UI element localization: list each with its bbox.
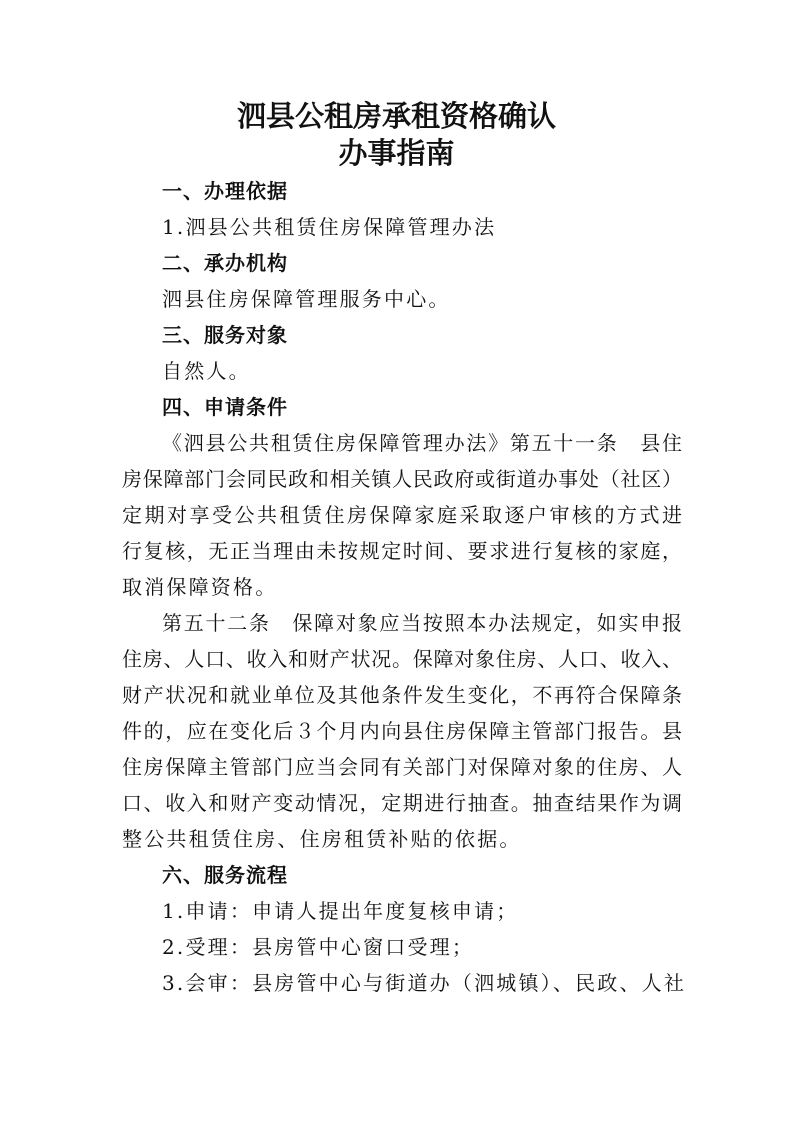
paragraph-line: 件的，应在变化后３个月内向县住房保障主管部门报告。县 [122,719,682,743]
process-step: 2.受理：县房管中心窗口受理； [162,935,475,959]
section-heading-target: 三、服务对象 [162,323,288,347]
document-title: 泗县公租房承租资格确认 [236,99,556,133]
document-subtitle: 办事指南 [338,136,455,170]
paragraph-line: 整公共租赁住房、住房租赁补贴的依据。 [122,827,522,851]
section-heading-agency: 二、承办机构 [162,251,288,275]
process-step: 1.申请：申请人提出年度复核申请； [162,899,519,923]
paragraph-line: 房保障部门会同民政和相关镇人民政府或街道办事处（社区） [122,467,682,491]
paragraph-line: 行复核，无正当理由未按规定时间、要求进行复核的家庭， [122,539,682,563]
target-text: 自然人。 [162,359,251,383]
paragraph-line: 财产状况和就业单位及其他条件发生变化，不再符合保障条 [122,683,682,707]
paragraph-line: 取消保障资格。 [122,575,278,599]
paragraph-line: 定期对享受公共租赁住房保障家庭采取逐户审核的方式进 [122,503,682,527]
paragraph-line: 住房、人口、收入和财产状况。保障对象住房、人口、收入、 [122,647,682,671]
process-step: 3.会审：县房管中心与街道办（泗城镇）、民政、人社 [162,971,687,995]
paragraph-line: 第五十二条 保障对象应当按照本办法规定，如实申报 [162,611,682,635]
basis-item: 1.泗县公共租赁住房保障管理办法 [162,215,497,239]
agency-text: 泗县住房保障管理服务中心。 [162,287,451,311]
paragraph-line: 口、收入和财产变动情况，定期进行抽查。抽查结果作为调 [122,791,682,815]
section-heading-process: 六、服务流程 [162,863,288,887]
paragraph-line: 《泗县公共租赁住房保障管理办法》第五十一条 县住 [162,431,682,455]
section-heading-basis: 一、办理依据 [162,179,288,203]
section-heading-conditions: 四、申请条件 [162,395,288,419]
paragraph-line: 住房保障主管部门应当会同有关部门对保障对象的住房、人 [122,755,682,779]
